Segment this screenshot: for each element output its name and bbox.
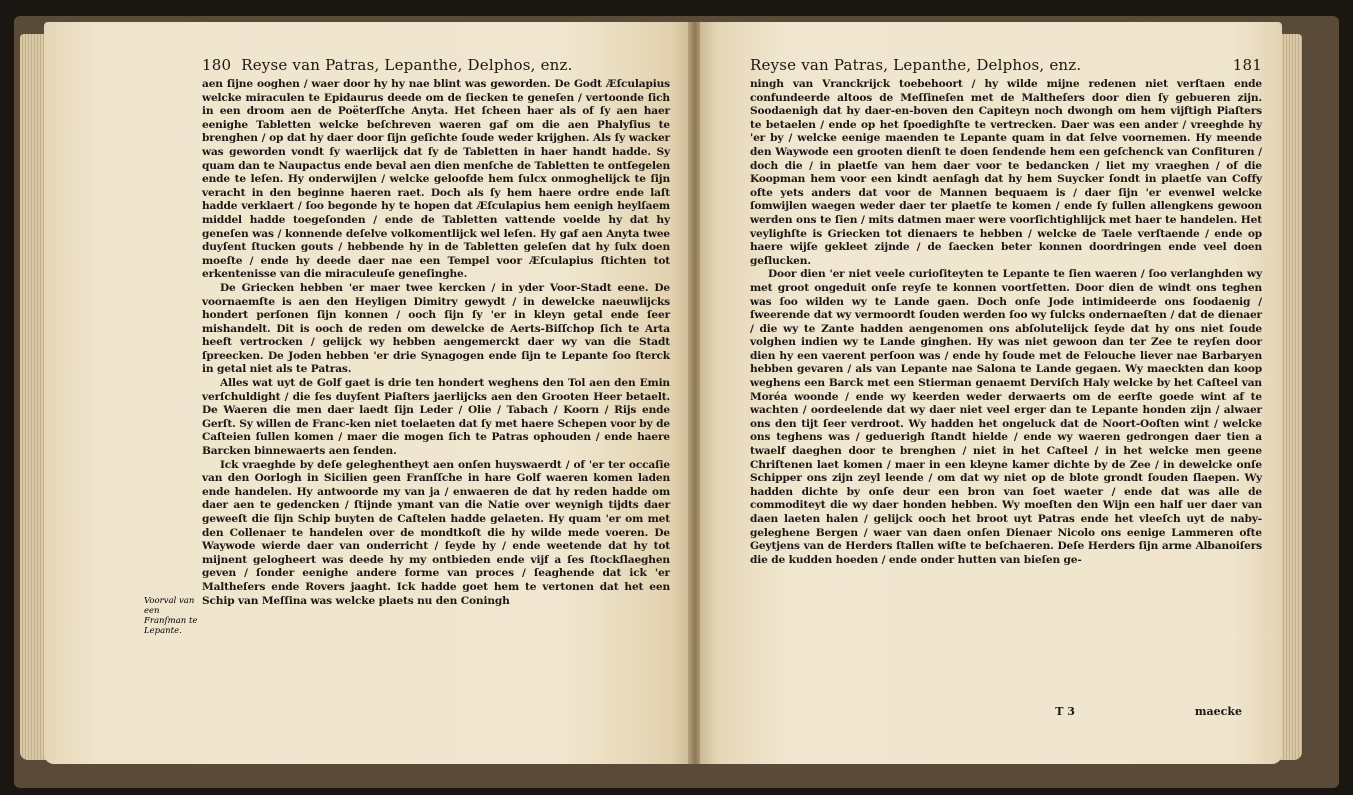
right-page [700,22,1282,764]
left-paragraph: aen ſijne ooghen / waer door hy hy nae blint was geworden. De Godt Æſculapius welcke miraculen te Epidaurus deede om de ſiecken te geneſen / vertoonde ſich in een droom aen de Poëterſſche Anyta. Het ſcheen haer als of ſy aen haer eenighe Tabletten welcke beſchreven waeren gaf om die aen Phalyſius te brenghen / op dat hy daer door ſijn geſichte ſoude weder krijghen. Als ſy wacker was geworden vondt ſy waerlijck dat ſy de Tabletten in haer handt hadde. Sy quam dan te Naupactus ende beval aen dien menſche de Tabletten te ontſegelen ende te leſen. Hy onderwijlen / welcke geloofde hem ſulcx onmoghelijck te ſijn veracht in den beginne haeren raet. Doch als ſy hem haere ordre ende laſt hadde verklaert / ſoo begonde hy te hopen dat Æſculapius hem eenigh heylſaem middel hadde toegeſonden / ende de Tabletten vattende voelde hy dat hy geneſen was / konnende deſelve volkomentlijck wel leſen. Hy gaf aen Anyta twee duyſent ſtucken gouts / hebbende hy in de Tabletten geleſen dat hy ſulx doen moeſte / ende hy deede daer nae een Tempel voor Æſculapius ſtichten tot erkentenisse van die miraculeuſe geneſinghe. [202,78,670,281]
right-page-body [750,78,1262,567]
right-paragraph: Door dien 'er niet veele curioſiteyten te Lepante te ſien waeren / ſoo verlanghden wy met groot ongeduit onſe reyſe te konnen voortſetten. Door dien de windt ons teghen was ſoo wilden wy te Lande gaen. Doch onſe Jode intimideerde ons ſoodaenig / ſweerende dat wy vermoordt ſouden werden ſoo wy ſulcks ondernaeſten / dat de dienaer / die wy te Zante hadden aengenomen ons abſolutelijck ſeyde dat hy ons niet ſoude volghen indien wy te Lande ginghen. Hy was niet gewoon dan ter Zee te reyſen door dien hy een vaerent perſoon was / ende hy ſoude met de Felouche liever nae Barbaryen hebben gevaren / als van Lepante nae Salona te Lande gegaen. Wy maeckten dan koop weghens een Barck met een Stierman genaemt Derviſch Haly welcke by het Caſteel van Moréa woonde / ende wy keerden weder derwaerts om de eerſte goede wint af te wachten / oordeelende dat wy daer niet veel erger dan te Lepante honden zijn / alwaer ons den tijt ſeer verdroot. Wy hadden het ongeluck dat de Noort-Ooſten wint / welcke ons teghens was / geduerigh ſtandt hielde / ende wy waeren gedrongen daer tien a twaelf daeghen door te brenghen / niet in het Caſteel / in het welcke men geene Chriſtenen laet komen / maer in een kleyne kamer dichte by de Zee / in dewelcke onſe Schipper ons zijn zeyl leende / om dat wy niet op de blote grondt ſouden ſlaepen. Wy hadden dichte by onſe deur een bron van ſoet waeter / ende dat was alle de commoditeyt die wy daer honden hebben. Wy moeſten den Wijn een half uer daer van daen laeten halen / gelijck ooch het broot uyt Patras ende het vleeſch uyt de naby-geleghene Bergen / waer van daen onſen Dienaer Nicolo ons eenige Lammeren ofte Geytjens van de Herders ſtallen wiſte te beſchaeren. Deſe Herders ſijn arme Albanoiſers die de kudden hoeden / ende onder hutten van bieſen ge- [750,268,1262,566]
margin-note: Voorval van een Franſman te Lepante. [144,596,198,636]
right-page-header [750,56,1262,74]
right-paragraph: ningh van Vranckrijck toebehoort / hy wilde mijne redenen niet verſtaen ende confundeerde altoos de Meſſineſen met de Maltheſers door dien ſy gebueren zijn. Soodaenigh dat hy daer-en-boven den Capiteyn noch dwongh om hem vijftigh Piaſters te betaelen / ende op het ſpoedighſte te vertrecken. Daer was een ander / vreeghde hy 'er by / welcke eenige maenden te Lepante quam in dat ſelve voornemen. Hy meende den Waywode een grooten dienſt te doen ſendende hem een geſchenck van Confituren / doch die / in plaetſe van hem daer voor te bedancken / liet my vraeghen / of die Koopman hem voor een kindt aenſagh dat hy hem Suycker ſondt in plaetſe van Coffy ofte yets anders dat voor de Mannen bequaem is / daer ſijn 'er evenwel welcke ſomwijlen waegen weder daer ter plaetſe te komen / ende ſy ſullen allengkens gewoon werden ons te ſien / mits datmen maer were voorſichtighlijck met haer te handelen. Het veylighſte is Griecken tot dienaers te hebben / welcke de Taele verſtaende / ende op haere wijſe gekleet zijnde / de ſaecken beter konnen doordringen ende veel doen geſlucken. [750,78,1262,267]
left-paragraph: Ick vraeghde by deſe geleghentheyt aen onſen huyswaerdt / of 'er ter occaſie van den Oorlogh in Sicilien geen Franſſche in hare Golf waeren komen laden ende handelen. Hy antwoorde my van ja / enwaeren de dat hy reden hadde om daer aen te gedencken / ſtijnde ymant van die Natie over weynigh tijdts daer geweeſt die ſijn Schip buyten de Caſtelen hadde gelaeten. Hy quam 'er om met den Collenaer te handelen over de mondtkoſt die hy wilde mede voeren. De Waywode wierde daer van onderricht / ſeyde hy / ende weetende dat hy tot mijnent gelogheert was deede hy my ontbieden ende vijf a ſes ſtockſlaeghen geven / ſonder eenighe andere forme van proces / ſeaghende dat ick 'er Maltheſers ende Rovers jaaght. Ick hadde goet hem te vertonen dat het een Schip van Meſſina was welcke plaets nu den Coningh [202,458,670,607]
right-page-edges [1280,34,1302,760]
right-page-footer [1055,705,1242,718]
left-paragraph: De Griecken hebben 'er maer twee kercken / in yder Voor-Stadt eene. De voornaemſte is aen den Heyligen Dimitry gewydt / in dewelcke naeuwlijcks hondert perſonen ſijn konnen / ooch ſijn ſy 'er in kleyn getal ende ſeer mishandelt. Dit is ooch de reden om dewelcke de Aerts-Biſſchop ſich te Arta heeft vertrocken / gelijck wy hebben aengemerckt daer wy van die Stadt ſpreecken. De Joden hebben 'er drie Synagogen ende ſijn te Lepante ſoo ſterck in getal niet als te Patras. [202,281,670,376]
signature-mark: T 3 [1055,705,1075,718]
right-running-title: Reyse van Patras, Lepanthe, Delphos, enz. [750,56,1082,74]
left-page [44,22,690,764]
left-page-header [202,56,670,74]
left-paragraph: Alles wat uyt de Golf gaet is drie ten hondert weghens den Tol aen den Emin verſchuldight / die ſes duyſent Piaſters jaerlijcks aen den Grooten Heer betaelt. De Waeren die men daer laedt ſijn Leder / Olie / Tabach / Koorn / Rijs ende Gerſt. Sy willen de Franc-ken niet toelaeten dat ſy met haere Schepen voor by de Caſteien ſullen komen / maer die mogen ſich te Patras ophouden / ende haere Barcken binnewaerts aen ſenden. [202,377,670,458]
catchword: maecke [1194,705,1242,718]
left-page-edges [20,34,46,760]
left-page-body [202,78,670,608]
left-page-number: 180 [202,56,232,74]
right-page-number: 181 [1232,56,1262,74]
left-running-title: Reyse van Patras, Lepanthe, Delphos, enz. [241,56,573,74]
